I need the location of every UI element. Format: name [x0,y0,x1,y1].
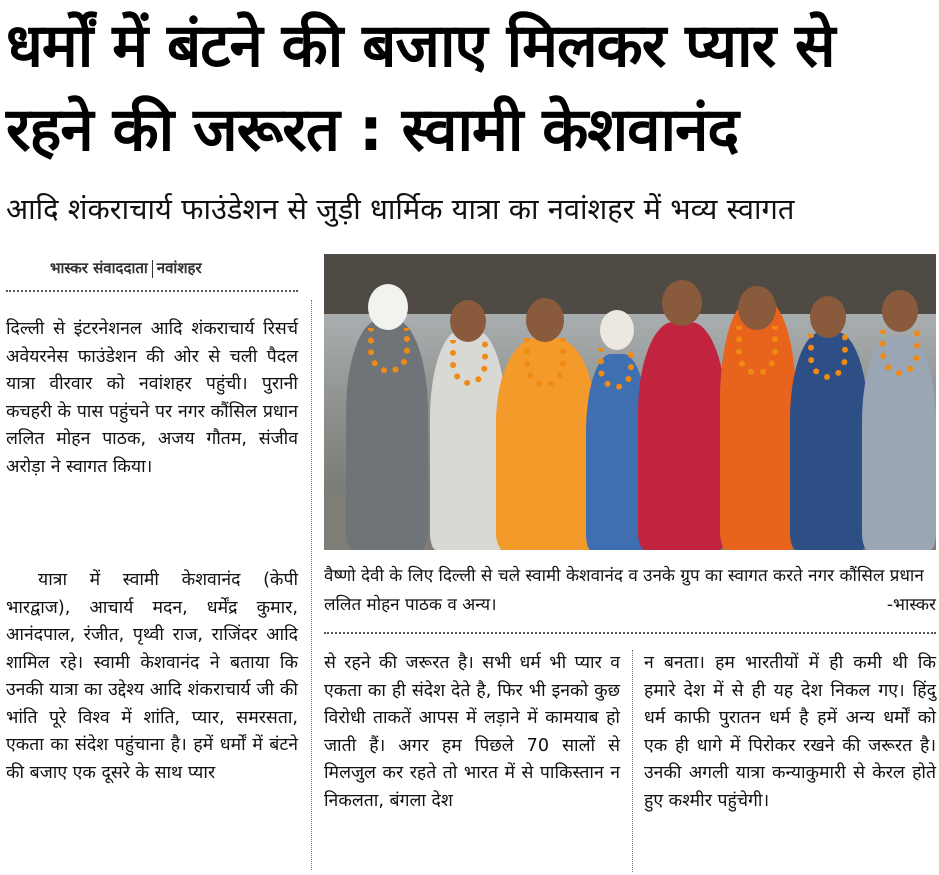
article-paragraph-2 [6,567,298,787]
photo-caption [324,562,936,620]
paragraph-text: दिल्ली से इंटरनेशनल आदि शंकराचार्य रिसर्च अवेयरनेस फाउंडेशन की ओर से चली पैदल यात्रा वीरवार को नवांशहर पहुंची। पुरानी कचहरी के पास पहुंचने पर नगर कौंसिल प्रधान ललित मोहन पाठक, अजय गौतम, संजीव अरोड़ा ने स्वागत किया। [6,319,298,477]
person-head [810,296,846,338]
marigold-garland [450,340,488,386]
caption-divider [324,632,936,634]
person-head [882,290,918,332]
marigold-garland [368,328,410,374]
marigold-garland [736,326,778,376]
article-paragraph-4 [644,650,936,815]
photo-background-wall [324,254,936,314]
column-divider [632,650,633,872]
news-photo [324,254,936,550]
caption-text: वैष्णो देवी के लिए दिल्ली से चले स्वामी केशवानंद व उनके ग्रुप का स्वागत करते नगर कौंसिल प्रधान ललित मोहन पाठक व अन्य। [324,566,924,615]
byline [50,258,202,282]
person-head [662,280,702,326]
byline-divider [6,290,298,292]
marigold-garland [880,330,920,376]
marigold-garland [808,334,848,380]
paragraph-text: यात्रा में स्वामी केशवानंद (केपी भारद्वाज), आचार्य मदन, धर्मेंद्र कुमार, आनंदपाल, रंजीत, पृथ्वी राज, राजिंदर आदि शामिल रहे। स्वामी केशवानंद ने बताया कि उनकी यात्रा का उद्देश्य आदि शंकराचार्य जी की भांति पूरे विश्व में शांति, प्यार, समरसता, एकता का संदेश पहुंचाना है। हमें धर्मों में बंटने की बजाए एक दूसरे के साथ प्यार [6,570,298,783]
byline-separator [152,260,153,278]
byline-reporter: भास्कर संवाददाता [50,259,148,277]
paragraph-text: न बनता। हम भारतीयों में ही कमी थी कि हमारे देश में से ही यह देश निकल गए। हिंदु धर्म काफी पुरातन धर्म है हमें अन्य धर्मों को एक ही धागे में पिरोकर रखने की जरूरत है। उनकी अगली यात्रा कन्याकुमारी से केरल होते हुए कश्मीर पहुंचेगी। [644,653,936,811]
byline-place: नवांशहर [156,259,202,277]
article-paragraph-3 [324,650,620,815]
headline: धर्मों में बंटने की बजाए मिलकर प्यार से रहने की जरूरत : स्वामी केशवानंद [6,11,835,165]
photo-credit: -भास्कर [886,595,936,615]
marigold-garland [598,348,634,390]
person-head [526,298,564,342]
person-head [600,310,634,350]
person-head [368,284,408,330]
article-paragraph-1 [6,316,298,481]
marigold-garland [524,338,566,388]
paragraph-text: से रहने की जरूरत है। सभी धर्म भी प्यार व एकता का ही संदेश देते है, फिर भी इनको कुछ विरोधी ताकतें आपस में लड़ाने में कामयाब हो जाती हैं। अगर हम पिछले 70 सालों से मिलजुल कर रहते तो भारत में से पाकिस्तान न निकलता, बंगला देश [324,653,620,811]
column-divider [311,300,312,870]
subheadline: आदि शंकराचार्य फाउंडेशन से जुड़ी धार्मिक यात्रा का नवांशहर में भव्य स्वागत [6,192,795,226]
person-head [738,286,776,330]
person-figure [638,322,726,550]
person-head [450,300,486,342]
